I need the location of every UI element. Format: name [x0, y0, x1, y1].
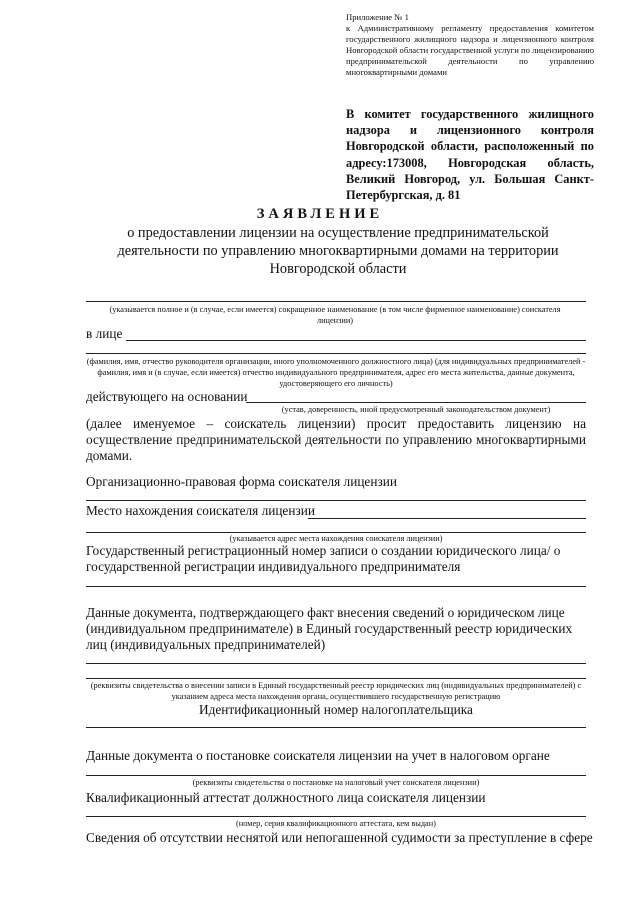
in-person-field[interactable]	[126, 340, 586, 341]
appendix-block	[346, 12, 594, 78]
hint-qualification: (номер, серия квалификационного аттестата, кем выдан)	[236, 819, 436, 828]
document-title: ЗАЯВЛЕНИЕ	[256, 206, 384, 222]
reg-number-label: Государственный регистрационный номер записи о создании юридического лица/ о государственной регистрации индивидуального предпринимателя	[86, 543, 561, 574]
hint-address: (указывается адрес места нахождения соискателя лицензии)	[229, 534, 443, 543]
hint-tax: (реквизиты свидетельства о постановке на налоговый учет соискателя лицензии)	[192, 778, 480, 787]
location-label: Место нахождения соискателя лицензии	[86, 503, 315, 518]
acting-on-basis-label: действующего на основании	[86, 389, 248, 404]
org-form-label: Организационно-правовая форма соискателя лицензии	[86, 474, 397, 489]
qualification-field[interactable]	[86, 816, 586, 817]
addressee: В комитет государственного жилищного надзора и лицензионного контроля Новгородской области, расположенный по адресу:173008, Новгородская область, Великий Новгород, ул. Большая Санкт-Петербургская, д. 81	[346, 107, 594, 203]
in-person-field-2[interactable]	[86, 353, 586, 354]
reg-number-field[interactable]	[86, 586, 586, 587]
appendix-body: к Административному регламенту предоставления комитетом государственного жилищного надзора и лицензионного контроля Новгородской области государственной услуги по лицензированию предпринимательской деятельности по управлению многоквартирными домами	[346, 23, 594, 77]
tax-doc-label: Данные документа о постановке соискателя лицензии на учет в налоговом органе	[86, 748, 550, 763]
egrul-data-label: Данные документа, подтверждающего факт внесения сведений о юридическом лице (индивидуальном предпринимателе) в Единый государственный реестр юридических лиц (индивидуальных предпринимателей)	[86, 605, 573, 652]
inn-label: Идентификационный номер налогоплательщика	[199, 702, 473, 717]
hint-applicant-name: (указывается полное и (в случае, если имеется) сокращенное наименование (в том числе фирменное наименование) соискателя лицензии)	[109, 305, 561, 325]
in-person-label: в лице	[86, 326, 123, 341]
hint-basis: (устав, доверенность, иной предусмотренный законодательством документ)	[281, 405, 551, 414]
hint-person: (фамилия, имя, отчество руководителя организации, иного уполномоченного должностного лица) (для индивидуальных предпринимателей - фамилия, имя и (в случае, если имеется) отчество индивидуального предпринимателя, адрес его места жительства, данные документа, удостоверяющего его личность)	[86, 357, 586, 388]
hint-certificate: (реквизиты свидетельства о внесении записи в Единый государственный реестр юридических лиц (индивидуальных предпринимателей) с указанием адреса места нахождения органа, осуществившего государственную регистрацию	[90, 681, 582, 701]
tax-doc-field[interactable]	[86, 775, 586, 776]
inn-field[interactable]	[86, 727, 586, 728]
egrul-data-field[interactable]	[86, 663, 586, 664]
egrul-data-field-2[interactable]	[86, 678, 586, 679]
appendix-heading: Приложение № 1	[346, 12, 409, 22]
request-text: (далее именуемое – соискатель лицензии) просит предоставить лицензию на осуществление предпринимательской деятельности по управлению многоквартирными домами.	[86, 416, 586, 463]
basis-field[interactable]	[246, 402, 586, 403]
org-form-field[interactable]	[86, 500, 586, 501]
location-field[interactable]	[308, 518, 586, 519]
criminal-record-label: Сведения об отсутствии неснятой или непогашенной судимости за преступление в сфере	[86, 830, 593, 845]
qualification-label: Квалификационный аттестат должностного лица соискателя лицензии	[86, 790, 486, 805]
applicant-name-field[interactable]	[86, 301, 586, 302]
document-subtitle: о предоставлении лицензии на осуществление предпринимательской деятельности по управлению многоквартирными домами на территории Новгородской области	[117, 225, 559, 277]
